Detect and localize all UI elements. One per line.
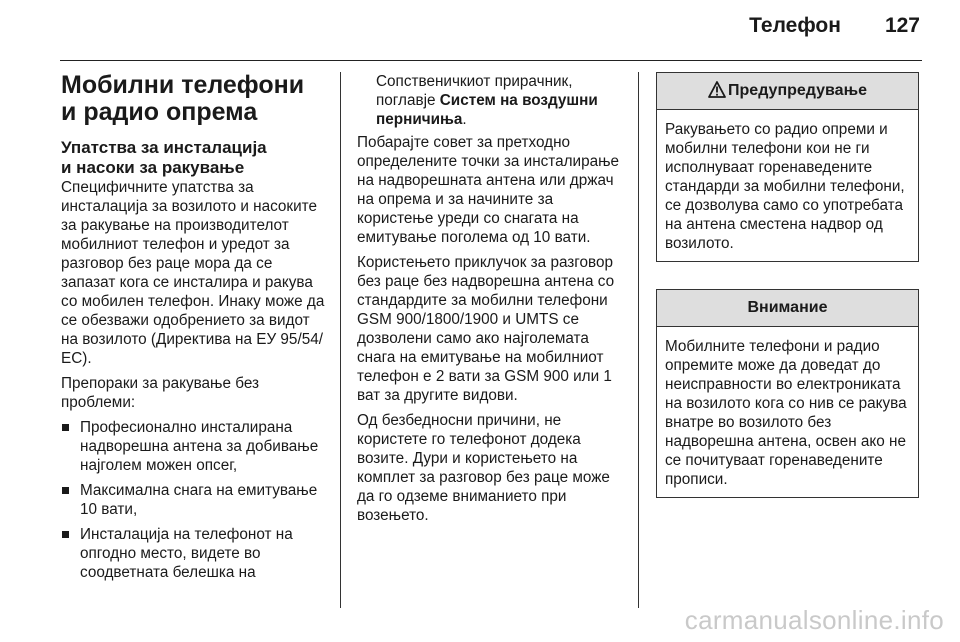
section-title-line: Мобилни телефони xyxy=(61,71,305,99)
column-right xyxy=(656,72,919,525)
cross-reference: Систем на воздушни перничиња xyxy=(376,92,598,128)
paragraph: Препораки за ракување без проблеми: xyxy=(61,375,260,411)
warning-box-title: Предупредување xyxy=(728,82,867,99)
notice-box-text: Мобилните телефони и радио опремите може да доведат до неисправности во електрониката на возилото кога со нив се ракува внатре во возилото без надворешна антена, освен ако не се почитуваат горенаведените прописи. xyxy=(665,338,907,488)
section-title-line: и радио опрема xyxy=(61,98,258,126)
running-title: Телефон xyxy=(749,14,841,37)
warning-triangle-icon xyxy=(708,81,726,98)
page-header xyxy=(749,14,920,38)
header-rule xyxy=(60,60,922,61)
column-divider xyxy=(340,72,341,608)
watermark: carmanualsonline.info xyxy=(684,605,944,635)
paragraph: Специфичните упатства за инсталација за возилото и насоките за ракување на производителот мобилниот телефон и уредот за разговор без раце мора да се запазат кога се инсталира и ракува со мобилен телефон. Инаку може да се обезважи одобрението за видот на возилото (Директива на ЕУ 95/54/ЕС). xyxy=(61,179,325,367)
subsection-title-line: Упатства за инсталација xyxy=(61,138,267,157)
paragraph: Побарајте совет за претходно определените точки за инсталирање на надворешната антена или држач на опрема и за начините за користење уреди со снагата на емитување поголема од 10 вати. xyxy=(357,134,620,246)
notice-box xyxy=(656,289,919,498)
list-item: Професионално инсталирана надворешна антена за добивање најголем можен опсег, xyxy=(61,418,329,475)
paragraph: Користењето приклучок за разговор без раце без надворешна антена со стандардите за мобилни телефони GSM 900/1800/1900 и UMTS се дозволени само ако најголемата снага на емитување на мобилниот телефон е 2 вати за GSM 900 или 1 ват за другите видови. xyxy=(357,254,615,404)
list-item: Максимална снага на емитување 10 вати, xyxy=(61,481,329,519)
continuation-end: . xyxy=(462,111,467,128)
list-item-continuation xyxy=(357,72,629,129)
list-item: Инсталација на телефонот на опгодно место, видете во соодветната белешка на xyxy=(61,525,329,582)
continuation-text: Сопственичкиот прирачник, поглавје xyxy=(376,73,573,109)
warning-box-header xyxy=(657,73,918,110)
warning-box xyxy=(656,72,919,262)
warning-box-text: Ракувањето со радио опреми и мобилни телефони кои не ги исполнуваат горенаведените стандарди за мобилни телефони, се дозволува само со употребата на антена сместена надвор од возилото. xyxy=(665,121,905,252)
column-divider xyxy=(638,72,639,608)
column-middle xyxy=(357,72,629,531)
column-left xyxy=(61,72,329,588)
subsection-title-line: и насоки за ракување xyxy=(61,158,245,177)
page-number: 127 xyxy=(884,14,920,37)
section-title xyxy=(61,72,329,126)
subsection-title xyxy=(61,138,329,178)
notice-box-title: Внимание xyxy=(747,299,828,316)
bullet-list xyxy=(61,418,329,582)
paragraph: Од безбедносни причини, не користете го телефонот додека возите. Дури и користењето на комплет за разговор без раце може да го одземе вниманието при возењето. xyxy=(357,412,610,524)
notice-box-header xyxy=(657,290,918,327)
